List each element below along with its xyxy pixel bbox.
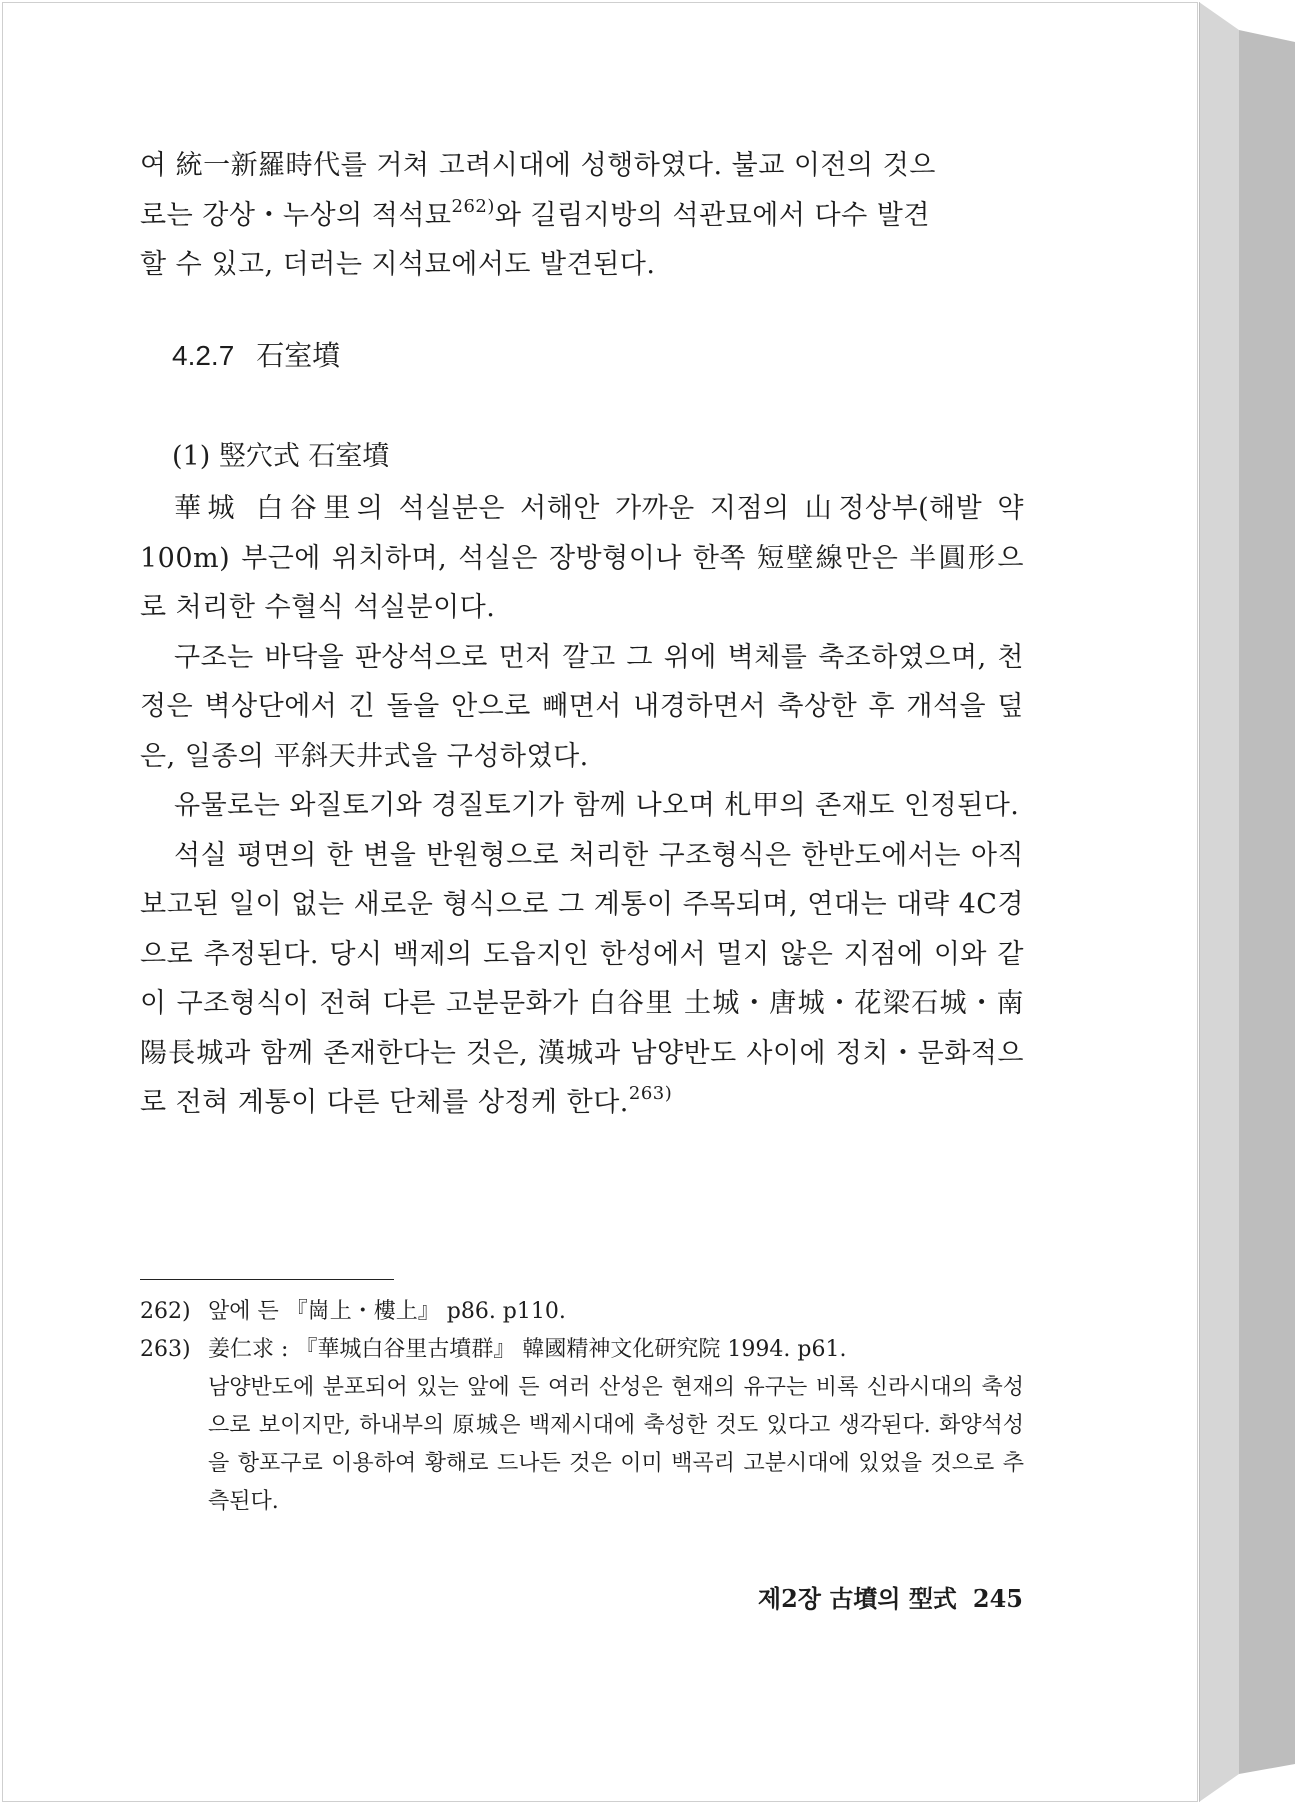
running-footer xyxy=(758,1579,1023,1614)
paragraph-1: 華城 白谷里의 석실분은 서해안 가까운 지점의 山정상부(해발 약 100m) 부근에 위치하며, 석실은 장방형이나 한쪽 短壁線만은 半圓形으로 처리한 수혈식 석실분이다. xyxy=(140,493,1024,623)
footnotes xyxy=(140,1293,1024,1521)
footnote-divider xyxy=(140,1279,394,1280)
page-number: 245 xyxy=(972,1584,1023,1613)
footnote-continuation: 남양반도에 분포되어 있는 앞에 든 여러 산성은 현재의 유구는 비록 신라시대의 축성으로 보이지만, 하내부의 原城은 백제시대에 축성한 것도 있다고 생각된다. 화양석성을 항포구로 이용하여 황해로 드나든 것은 이미 백곡리 고분시대에 있었을 것으로 추측된다. xyxy=(208,1375,1024,1514)
paragraph-4-text: 석실 평면의 한 변을 반원형으로 처리한 구조형식은 한반도에서는 아직 보고된 일이 없는 새로운 형식으로 그 계통이 주목되며, 연대는 대략 4C경으로 추정된다. 당시 백제의 도읍지인 한성에서 멀지 않은 지점에 이와 같이 구조형식이 전혀 다른 고분문화가 白谷里 土城・唐城・花梁石城・南陽長城과 함께 존재한다는 것은, 漢城과 남양반도 사이에 정치・문화적으로 전혀 계통이 다른 단체를 상정케 한다. xyxy=(140,839,1024,1118)
footnote-number: 263) xyxy=(140,1337,191,1362)
section-title: 石室墳 xyxy=(256,339,341,372)
intro-line-1: 여 統一新羅時代를 거쳐 고려시대에 성행하였다. 불교 이전의 것으 xyxy=(140,150,936,181)
intro-line-2b: 와 길림지방의 석관묘에서 다수 발견 xyxy=(494,199,930,231)
book-spine xyxy=(1199,2,1299,1802)
footnote-text: 姜仁求 : 『華城白谷里古墳群』 韓國精神文化研究院 1994. p61. xyxy=(208,1337,847,1362)
paragraph-4 xyxy=(140,831,1024,1128)
subsection-heading: (1) 竪穴式 石室墳 xyxy=(172,441,390,472)
intro-line-3: 할 수 있고, 더러는 지석묘에서도 발견된다. xyxy=(140,249,656,280)
footnote-ref-262[interactable]: 262) xyxy=(451,195,495,217)
footnote-ref-263[interactable]: 263) xyxy=(628,1083,673,1104)
footnote-262 xyxy=(140,1293,1024,1331)
footnote-263 xyxy=(140,1331,1024,1521)
footnote-number: 262) xyxy=(140,1299,191,1324)
section-heading xyxy=(172,336,340,376)
chapter-label: 제2장 古墳의 型式 xyxy=(757,1584,957,1613)
footnote-text: 앞에 든 『崗上・樓上』 p86. p110. xyxy=(208,1299,566,1324)
intro-line-2: 로는 강상・누상의 적석묘 xyxy=(140,199,452,231)
intro-paragraph xyxy=(140,141,1024,290)
body-text xyxy=(140,484,1024,1128)
paragraph-2: 구조는 바닥을 판상석으로 먼저 깔고 그 위에 벽체를 축조하였으며, 천정은 벽상단에서 긴 돌을 안으로 빼면서 내경하면서 축상한 후 개석을 덮은, 일종의 平斜天井式을 구성하였다. xyxy=(140,641,1024,772)
section-number: 4.2.7 xyxy=(172,340,235,371)
paragraph-3: 유물로는 와질토기와 경질토기가 함께 나오며 札甲의 존재도 인정된다. xyxy=(174,790,1020,821)
